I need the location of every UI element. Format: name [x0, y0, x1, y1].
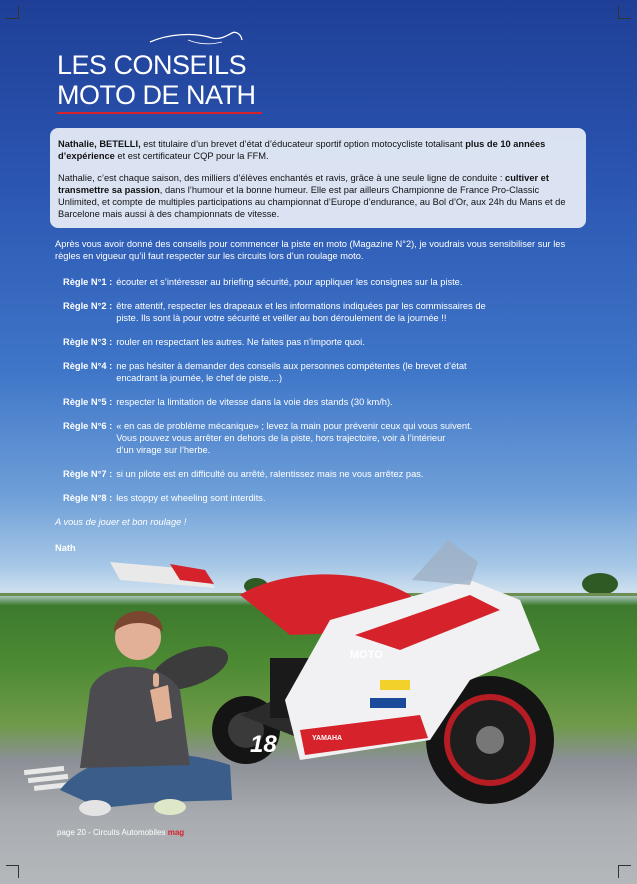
intro-highlight-2: cultiver et transmettre sa passion: [58, 173, 549, 195]
intro-text-2b: , dans l’humour et la bonne humeur. Elle est par ailleurs Championne de France Pro-Classic Unlimited, et compte de multiples participations au championnat d’Europe d’endurance, au Bol d’Or, aux 24h du Mans et de Barcelone mais aussi à des championnats de vitesse.: [58, 185, 566, 219]
author-signature: Nath: [55, 543, 76, 553]
rule-text: [116, 492, 585, 504]
closing-line: A vous de jouer et bon roulage !: [55, 517, 187, 527]
intro-paragraph-2: [58, 172, 578, 220]
rider-and-motorcycle-photo: [0, 540, 637, 860]
title-underline: [57, 112, 262, 114]
rule-text: [116, 300, 585, 324]
rule-item: [63, 492, 585, 504]
rule-text: [116, 360, 585, 384]
page-title: [57, 50, 256, 110]
rule-line: d’un virage sur l’herbe.: [116, 445, 211, 455]
crop-mark-bottom-right: [618, 865, 631, 878]
rule-label: Règle N°2 :: [63, 301, 113, 311]
article-body: [55, 238, 585, 554]
fairing-sticker-text: MOTO: [350, 649, 383, 661]
rule-line: les stoppy et wheeling sont interdits.: [116, 493, 266, 503]
title-line-2: MOTO DE NATH: [57, 80, 256, 110]
rule-item: [63, 336, 585, 348]
rule-label: Règle N°8 :: [63, 493, 113, 503]
rule-item: [63, 420, 585, 456]
rule-label: Règle N°1 :: [63, 277, 113, 287]
rule-label: Règle N°6 :: [63, 421, 113, 431]
rider-person: [60, 611, 232, 816]
intro-text-2a: Nathalie, c’est chaque saison, des milliers d’élèves enchantés et ravis, grâce à une seule ligne de conduite :: [58, 173, 506, 183]
rule-item: [63, 360, 585, 384]
rule-label: Règle N°3 :: [63, 337, 113, 347]
rule-line: piste. Ils sont là pour votre sécurité et veiller au bon déroulement de la journée !!: [116, 313, 447, 323]
rule-line: respecter la limitation de vitesse dans la voie des stands (30 km/h).: [116, 397, 393, 407]
crop-mark-bottom-left: [6, 865, 19, 878]
rule-item: [63, 276, 585, 288]
rule-line: si un pilote est en difficulté ou arrêté, ralentissez mais ne vous arrêtez pas.: [116, 469, 424, 479]
rule-label: Règle N°5 :: [63, 397, 113, 407]
footer-publication: Circuits Automobiles: [93, 828, 166, 837]
rule-line: encadrant la journée, le chef de piste,...): [116, 373, 283, 383]
rule-text: [116, 420, 585, 456]
rule-text: [116, 396, 585, 408]
fairing-brand-text: YAMAHA: [312, 735, 343, 742]
title-line-1: LES CONSEILS: [57, 50, 247, 80]
rule-line: être attentif, respecter les drapeaux et les informations indiquées par les commissaires de: [116, 301, 486, 311]
rule-text: [116, 468, 585, 480]
rule-line: ne pas hésiter à demander des conseils aux personnes compétentes (le brevet d’état: [116, 361, 467, 371]
intro-author-name: Nathalie, BETELLI,: [58, 139, 141, 149]
footer-mag-tag: mag: [165, 828, 185, 837]
page-footer: [57, 828, 184, 837]
intro-paragraph-1: [58, 138, 578, 162]
rule-text: [116, 276, 585, 288]
rule-line: « en cas de problème mécanique» ; levez la main pour prévenir ceux qui vous suivent.: [116, 421, 473, 431]
swoosh-logo-icon: [148, 30, 244, 52]
rule-item: [63, 396, 585, 408]
intro-highlight-1: plus de 10 années d’expérience: [58, 139, 546, 161]
rule-item: [63, 468, 585, 480]
crop-mark-top-left: [6, 6, 19, 19]
bike-race-number: 18: [250, 731, 277, 758]
rule-label: Règle N°7 :: [63, 469, 113, 479]
author-intro-box: [50, 128, 586, 228]
rule-line: écouter et s’intéresser au briefing sécurité, pour appliquer les consignes sur la piste.: [116, 277, 463, 287]
rule-line: Vous pouvez vous arrêter en dehors de la piste, hors trajectoire, voir à l’intérieur: [116, 433, 446, 443]
crop-mark-top-right: [618, 6, 631, 19]
article-intro-paragraph: Après vous avoir donné des conseils pour commencer la piste en moto (Magazine N°2), je voudrais vous sensibiliser sur les règles en vigueur qu’il faut respecter sur les circuits lors d’un roulage moto.: [55, 239, 566, 261]
rule-text: [116, 336, 585, 348]
footer-page-number: page 20 -: [57, 828, 94, 837]
rule-line: rouler en respectant les autres. Ne faites pas n’importe quoi.: [116, 337, 365, 347]
rule-item: [63, 300, 585, 324]
intro-text-1a: est titulaire d’un brevet d’état d’éducateur sportif option motocycliste totalisant: [140, 139, 466, 149]
rule-label: Règle N°4 :: [63, 361, 113, 371]
intro-text-1b: et est certificateur CQP pour la FFM.: [114, 151, 269, 161]
